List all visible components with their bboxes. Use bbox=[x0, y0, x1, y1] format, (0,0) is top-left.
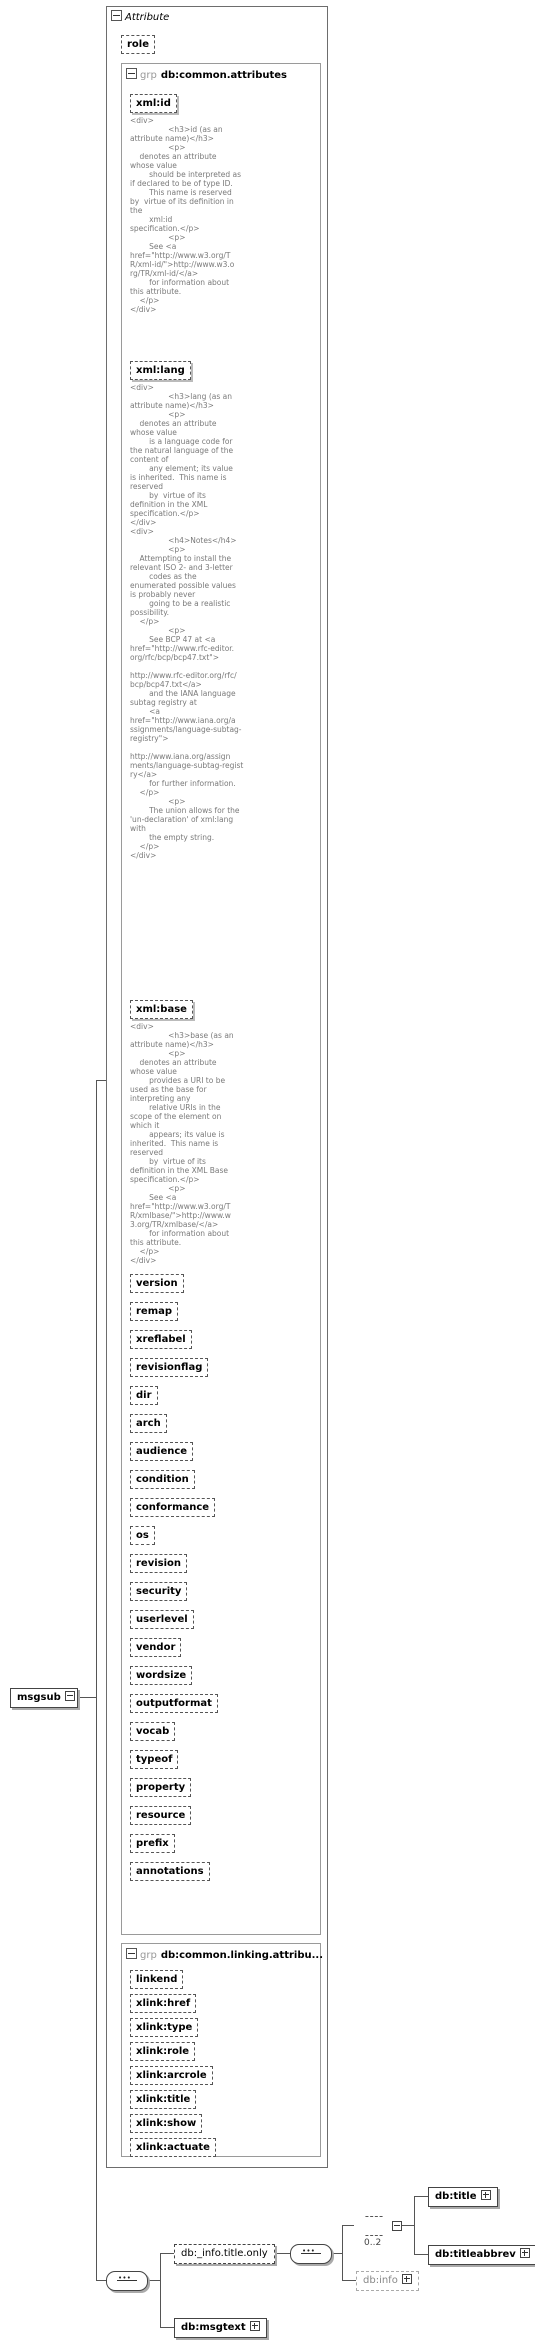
group-common-attributes bbox=[121, 63, 321, 1935]
sequence-compositor[interactable] bbox=[106, 2271, 148, 2291]
attribute-userlevel[interactable]: userlevel bbox=[130, 1610, 194, 1629]
expand-icon[interactable] bbox=[250, 2321, 260, 2331]
attribute-version[interactable]: version bbox=[130, 1274, 184, 1293]
to-titleabbrev bbox=[414, 2254, 428, 2255]
attribute-conformance[interactable]: conformance bbox=[130, 1498, 215, 1517]
element-msgtext-label: db:msgtext bbox=[181, 2322, 246, 2333]
to-info-group bbox=[160, 2253, 174, 2254]
to-info bbox=[342, 2280, 356, 2281]
seq-to-split bbox=[146, 2280, 160, 2281]
attribute-xlink-title[interactable]: xlink:title bbox=[130, 2090, 196, 2109]
attribute-revision[interactable]: revision bbox=[130, 1554, 187, 1573]
doc-xml-id: <div> <h3>id (as an attribute name)</h3> <p> denotes an attribute whose value should be interpreted as if declared to be of type ID. This name is reserved by virtue of its definition in the xml:id specification.</p> <p> See <a href="http://www.w3.org/T R/xml-id/">http://www.w3.o rg/TR/xml-id/</a> for information about this attribute. </p> </div> bbox=[130, 116, 242, 314]
choice-to-split3 bbox=[400, 2225, 414, 2226]
to-title bbox=[414, 2196, 428, 2197]
seq-branch bbox=[96, 2280, 106, 2281]
expand-icon[interactable] bbox=[402, 2274, 412, 2284]
doc-xml-base: <div> <h3>base (as an attribute name)</h3> <p> denotes an attribute whose value provides a URI to be used as the base for interpreting any relative URIs in the scope of the element on which it appears; its value is inherited. This name is reserved by virtue of its definition in the XML Base specification.</p> <p> See <a href="http://www.w3.org/T R/xmlbase/">http://www.w 3.org/TR/xmlbase/</a> for information about this attribute. </p> </div> bbox=[130, 1022, 234, 1265]
group-name: db:common.attributes bbox=[160, 70, 288, 81]
attribute-property[interactable]: property bbox=[130, 1778, 191, 1797]
to-msgtext bbox=[160, 2327, 174, 2328]
attribute-block-title: Attribute bbox=[125, 12, 170, 23]
attribute-block-header bbox=[111, 9, 169, 24]
group-ref-label: db:_info.title.only bbox=[181, 2248, 268, 2259]
attribute-xlink-actuate[interactable]: xlink:actuate bbox=[130, 2138, 216, 2157]
attribute-vendor[interactable]: vendor bbox=[130, 1638, 181, 1657]
attribute-annotations[interactable]: annotations bbox=[130, 1862, 210, 1881]
collapse-icon[interactable] bbox=[126, 68, 137, 79]
attribute-xreflabel[interactable]: xreflabel bbox=[130, 1330, 192, 1349]
doc-xml-lang: <div> <h3>lang (as an attribute name)</h3> <p> denotes an attribute whose value is a language code for the natural language of the content of any element; its value is inherited. This name is reserved by virtue of its definition in the XML specification.</p> </div> <div> <h4>Notes</h4> <p> Attempting to install the relevant ISO 2- and 3-letter codes as the enumerated possible values is probably never going to be a realistic possibility. </p> <p> See BCP 47 at <a href="http://www.rfc-editor. org/rfc/bcp/bcp47.txt"> http://www.rfc-editor.org/rfc/ bcp/bcp47.txt</a> and the IANA language subtag registry at <a href="http://www.iana.org/a ssignments/language-subtag- registry"> http://www.iana.org/assign ments/language-subtag-regist ry</a> for further information. </p> <p> The union allows for the 'un-declaration' of xml:lang with the empty string. </p> </div> bbox=[130, 383, 244, 860]
element-title-label: db:title bbox=[435, 2191, 477, 2202]
attribute-dir[interactable]: dir bbox=[130, 1386, 158, 1405]
split3-vertical bbox=[414, 2196, 415, 2254]
attribute-outputformat[interactable]: outputformat bbox=[130, 1694, 218, 1713]
element-titleabbrev[interactable] bbox=[428, 2245, 535, 2265]
element-info[interactable] bbox=[356, 2271, 419, 2291]
group-common-header bbox=[126, 67, 287, 82]
attribute-os[interactable]: os bbox=[130, 1526, 155, 1545]
trunk-line bbox=[96, 1080, 97, 2280]
attribute-resource[interactable]: resource bbox=[130, 1806, 191, 1825]
attribute-xml-lang[interactable]: xml:lang bbox=[130, 361, 191, 380]
split2-vertical bbox=[342, 2225, 343, 2280]
collapse-icon[interactable] bbox=[126, 1948, 137, 1959]
attribute-role[interactable]: role bbox=[121, 35, 155, 54]
element-titleabbrev-label: db:titleabbrev bbox=[435, 2249, 516, 2260]
attribute-vocab[interactable]: vocab bbox=[130, 1722, 175, 1741]
attribute-xlink-type[interactable]: xlink:type bbox=[130, 2018, 198, 2037]
attribute-typeof[interactable]: typeof bbox=[130, 1750, 178, 1769]
group-prefix: grp bbox=[140, 70, 157, 81]
element-title[interactable] bbox=[428, 2187, 498, 2207]
group-name: db:common.linking.attribu... bbox=[160, 1950, 324, 1961]
group-ref-info-title-only[interactable] bbox=[174, 2244, 275, 2264]
seq2-to-split2 bbox=[332, 2253, 342, 2254]
to-choice bbox=[342, 2225, 354, 2226]
attribute-xlink-arcrole[interactable]: xlink:arcrole bbox=[130, 2066, 213, 2085]
element-info-label: db:info bbox=[363, 2275, 398, 2286]
attribute-linkend[interactable]: linkend bbox=[130, 1970, 183, 1989]
sequence-icon bbox=[301, 2253, 321, 2254]
attr-branch bbox=[96, 1080, 106, 1081]
attribute-audience[interactable]: audience bbox=[130, 1442, 193, 1461]
root-element-label: msgsub bbox=[17, 1692, 61, 1703]
attribute-block bbox=[106, 6, 328, 2168]
group-prefix: grp bbox=[140, 1950, 157, 1961]
choice-cardinality: 0..2 bbox=[364, 2238, 382, 2248]
element-msgtext[interactable] bbox=[174, 2318, 267, 2338]
attribute-security[interactable]: security bbox=[130, 1582, 187, 1601]
group-linking-attributes bbox=[121, 1943, 324, 2157]
sequence-compositor-inner[interactable] bbox=[290, 2244, 332, 2264]
root-element-msgsub[interactable] bbox=[10, 1688, 78, 1708]
attribute-prefix[interactable]: prefix bbox=[130, 1834, 175, 1853]
split-vertical bbox=[160, 2253, 161, 2327]
expand-icon[interactable] bbox=[481, 2190, 491, 2200]
attribute-revisionflag[interactable]: revisionflag bbox=[130, 1358, 208, 1377]
expand-icon[interactable] bbox=[520, 2248, 530, 2258]
sequence-icon bbox=[117, 2280, 137, 2281]
attribute-xlink-show[interactable]: xlink:show bbox=[130, 2114, 202, 2133]
attribute-xml-id[interactable]: xml:id bbox=[130, 94, 177, 113]
choice-compositor[interactable] bbox=[356, 2216, 392, 2236]
attribute-xlink-role[interactable]: xlink:role bbox=[130, 2042, 195, 2061]
attribute-xlink-href[interactable]: xlink:href bbox=[130, 1994, 196, 2013]
root-connector bbox=[80, 1697, 96, 1698]
attribute-condition[interactable]: condition bbox=[130, 1470, 195, 1489]
collapse-icon[interactable] bbox=[392, 2221, 402, 2231]
attribute-wordsize[interactable]: wordsize bbox=[130, 1666, 192, 1685]
collapse-icon[interactable] bbox=[111, 10, 122, 21]
group-linking-header bbox=[126, 1947, 323, 1962]
collapse-icon[interactable] bbox=[65, 1691, 75, 1701]
attribute-arch[interactable]: arch bbox=[130, 1414, 167, 1433]
attribute-xml-base[interactable]: xml:base bbox=[130, 1000, 193, 1019]
attribute-remap[interactable]: remap bbox=[130, 1302, 178, 1321]
info-to-seq2 bbox=[276, 2253, 290, 2254]
